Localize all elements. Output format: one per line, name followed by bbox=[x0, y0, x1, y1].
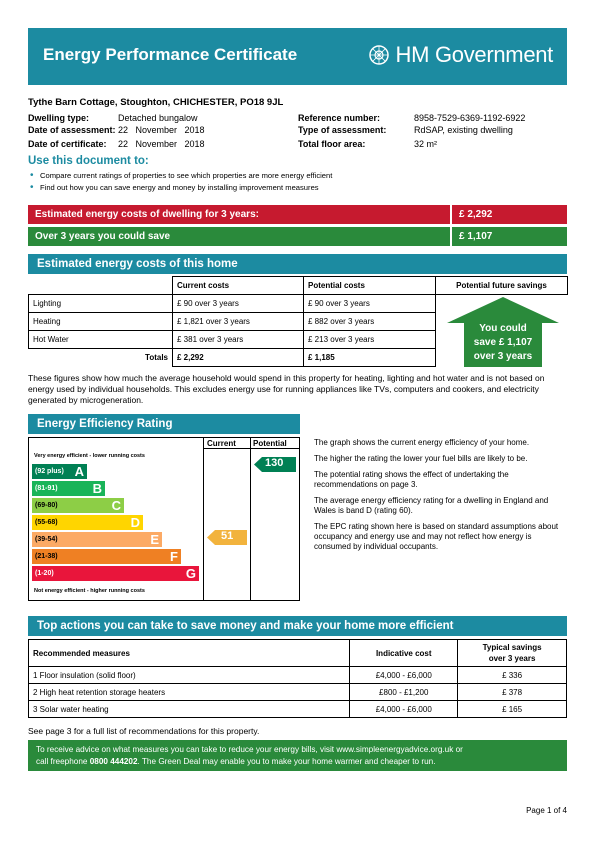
col-savings-header: Typical savings over 3 years bbox=[458, 640, 567, 667]
measure-name: 2 High heat retention storage heaters bbox=[29, 684, 350, 701]
page-number: Page 1 of 4 bbox=[526, 806, 567, 815]
row-label: Heating bbox=[29, 313, 173, 331]
measure-saving: £ 336 bbox=[458, 667, 567, 684]
reference-label: Reference number: bbox=[298, 113, 381, 123]
could-save-label: Over 3 years you could save bbox=[35, 231, 171, 242]
property-address: Tythe Barn Cottage, Stoughton, CHICHESTER, PO18 9JL bbox=[28, 97, 284, 108]
use-document-list bbox=[28, 171, 568, 195]
col-current-header: Current costs bbox=[173, 277, 304, 295]
table-row bbox=[29, 277, 568, 295]
measure-name: 3 Solar water heating bbox=[29, 701, 350, 718]
col-cost-header: Indicative cost bbox=[350, 640, 458, 667]
gov-name: HM Government bbox=[395, 42, 553, 67]
footer-line: call freephone 0800 444202. The Green Deal may enable you to make your home warmer and cheaper to run. bbox=[36, 757, 436, 766]
dwelling-type-label: Dwelling type: bbox=[28, 113, 90, 123]
savings-line: over 3 years bbox=[473, 351, 533, 362]
could-save-bar bbox=[28, 227, 567, 246]
assessment-date-value: 22 November 2018 bbox=[118, 125, 205, 135]
table-row bbox=[29, 701, 567, 718]
col-savings-header: Potential future savings bbox=[436, 277, 568, 295]
row-current: £ 1,821 over 3 years bbox=[173, 313, 304, 331]
list-item: • Compare current ratings of properties to see which properties are more energy efficient bbox=[28, 171, 568, 180]
crest-icon bbox=[366, 44, 392, 66]
row-potential: £ 213 over 3 years bbox=[304, 331, 436, 349]
band-d: (55-68) D bbox=[32, 515, 143, 530]
actions-note: See page 3 for a full list of recommendations for this property. bbox=[28, 726, 260, 736]
col-potential-header: Potential costs bbox=[304, 277, 436, 295]
totals-label: Totals bbox=[29, 349, 173, 367]
divider bbox=[203, 448, 299, 449]
footer-line: To receive advice on what measures you can take to reduce your energy bills, visit www.simpleenergyadvice.org.uk or bbox=[36, 745, 463, 754]
bottom-note: Not energy efficient - higher running costs bbox=[34, 588, 145, 594]
measure-cost: £800 - £1,200 bbox=[350, 684, 458, 701]
measure-cost: £4,000 - £6,000 bbox=[350, 701, 458, 718]
row-current: £ 381 over 3 years bbox=[173, 331, 304, 349]
use-document-heading: Use this document to: bbox=[28, 155, 149, 167]
list-item: • Find out how you can save energy and money by installing improvement measures bbox=[28, 183, 568, 192]
rating-bands bbox=[32, 464, 202, 583]
assessment-type-label: Type of assessment: bbox=[298, 125, 387, 135]
band-f: (21-38) F bbox=[32, 549, 181, 564]
savings-callout bbox=[439, 322, 567, 364]
savings-line: You could bbox=[479, 323, 527, 334]
col-current-label: Current bbox=[207, 439, 236, 448]
efficiency-explanations bbox=[314, 438, 566, 552]
reference-value: 8958-7529-6369-1192-6922 bbox=[414, 113, 526, 123]
certificate-header bbox=[28, 28, 567, 85]
dwelling-type-value: Detached bungalow bbox=[118, 113, 198, 123]
certificate-date-label: Date of certificate: bbox=[28, 139, 107, 149]
costs-note: These figures show how much the average household would spend in this property for heating, lighting and hot water and is not based on energy used by individual households. This excludes energy use for running appliances like TVs, computers and cookers, and electricity generated by microgeneration. bbox=[28, 373, 545, 405]
advice-footer bbox=[28, 740, 567, 771]
explanation-text: The higher the rating the lower your fuel bills are likely to be. bbox=[314, 454, 528, 463]
assessment-type-value: RdSAP, existing dwelling bbox=[414, 125, 513, 135]
efficiency-chart bbox=[28, 437, 300, 601]
row-current: £ 90 over 3 years bbox=[173, 295, 304, 313]
floor-area-value: 32 m² bbox=[414, 139, 438, 149]
floor-area-label: Total floor area: bbox=[298, 139, 366, 149]
explanation-text: The EPC rating shown here is based on standard assumptions about occupancy and energy use and may not reflect how energy is consumed by individual occupants. bbox=[314, 522, 559, 551]
totals-current: £ 2,292 bbox=[173, 349, 304, 367]
table-row bbox=[29, 684, 567, 701]
row-potential: £ 882 over 3 years bbox=[304, 313, 436, 331]
meta-right bbox=[298, 113, 525, 151]
band-c: (69-80) C bbox=[32, 498, 124, 513]
efficiency-heading: Energy Efficiency Rating bbox=[28, 414, 300, 434]
measure-saving: £ 165 bbox=[458, 701, 567, 718]
explanation-text: The potential rating shows the effect of undertaking the recommendations on page 3. bbox=[314, 470, 509, 489]
totals-potential: £ 1,185 bbox=[304, 349, 436, 367]
divider bbox=[203, 438, 204, 600]
estimated-costs-label: Estimated energy costs of dwelling for 3 years: bbox=[35, 209, 259, 220]
measure-saving: £ 378 bbox=[458, 684, 567, 701]
table-row bbox=[29, 640, 567, 667]
band-a: (92 plus) A bbox=[32, 464, 87, 479]
divider bbox=[250, 438, 251, 600]
estimated-costs-value: £ 2,292 bbox=[450, 205, 567, 224]
top-note: Very energy efficient - lower running costs bbox=[34, 453, 145, 459]
measure-name: 1 Floor insulation (solid floor) bbox=[29, 667, 350, 684]
explanation-text: The average energy efficiency rating for a dwelling in England and Wales is band D (rating 60). bbox=[314, 496, 549, 515]
row-label: Hot Water bbox=[29, 331, 173, 349]
measure-cost: £4,000 - £6,000 bbox=[350, 667, 458, 684]
meta-left bbox=[28, 113, 205, 151]
actions-heading: Top actions you can take to save money and make your home more efficient bbox=[28, 616, 567, 636]
hm-government-logo bbox=[366, 42, 553, 68]
table-row bbox=[29, 667, 567, 684]
explanation-text: The graph shows the current energy efficiency of your home. bbox=[314, 438, 530, 447]
col-potential-label: Potential bbox=[253, 439, 287, 448]
actions-table bbox=[28, 639, 567, 718]
col-measures-header: Recommended measures bbox=[29, 640, 350, 667]
estimated-costs-bar bbox=[28, 205, 567, 224]
potential-rating-value: 130 bbox=[265, 457, 284, 469]
band-g: (1-20) G bbox=[32, 566, 199, 581]
costs-section-heading: Estimated energy costs of this home bbox=[28, 254, 567, 274]
band-e: (39-54) E bbox=[32, 532, 162, 547]
certificate-date-value: 22 November 2018 bbox=[118, 139, 205, 149]
could-save-value: £ 1,107 bbox=[450, 227, 567, 246]
assessment-date-label: Date of assessment: bbox=[28, 125, 116, 135]
current-rating-value: 51 bbox=[221, 530, 234, 542]
row-potential: £ 90 over 3 years bbox=[304, 295, 436, 313]
page-title: Energy Performance Certificate bbox=[43, 45, 298, 64]
freephone-number: 0800 444202 bbox=[89, 757, 138, 766]
savings-line: save £ 1,107 bbox=[473, 337, 533, 348]
band-b: (81-91) B bbox=[32, 481, 105, 496]
row-label: Lighting bbox=[29, 295, 173, 313]
